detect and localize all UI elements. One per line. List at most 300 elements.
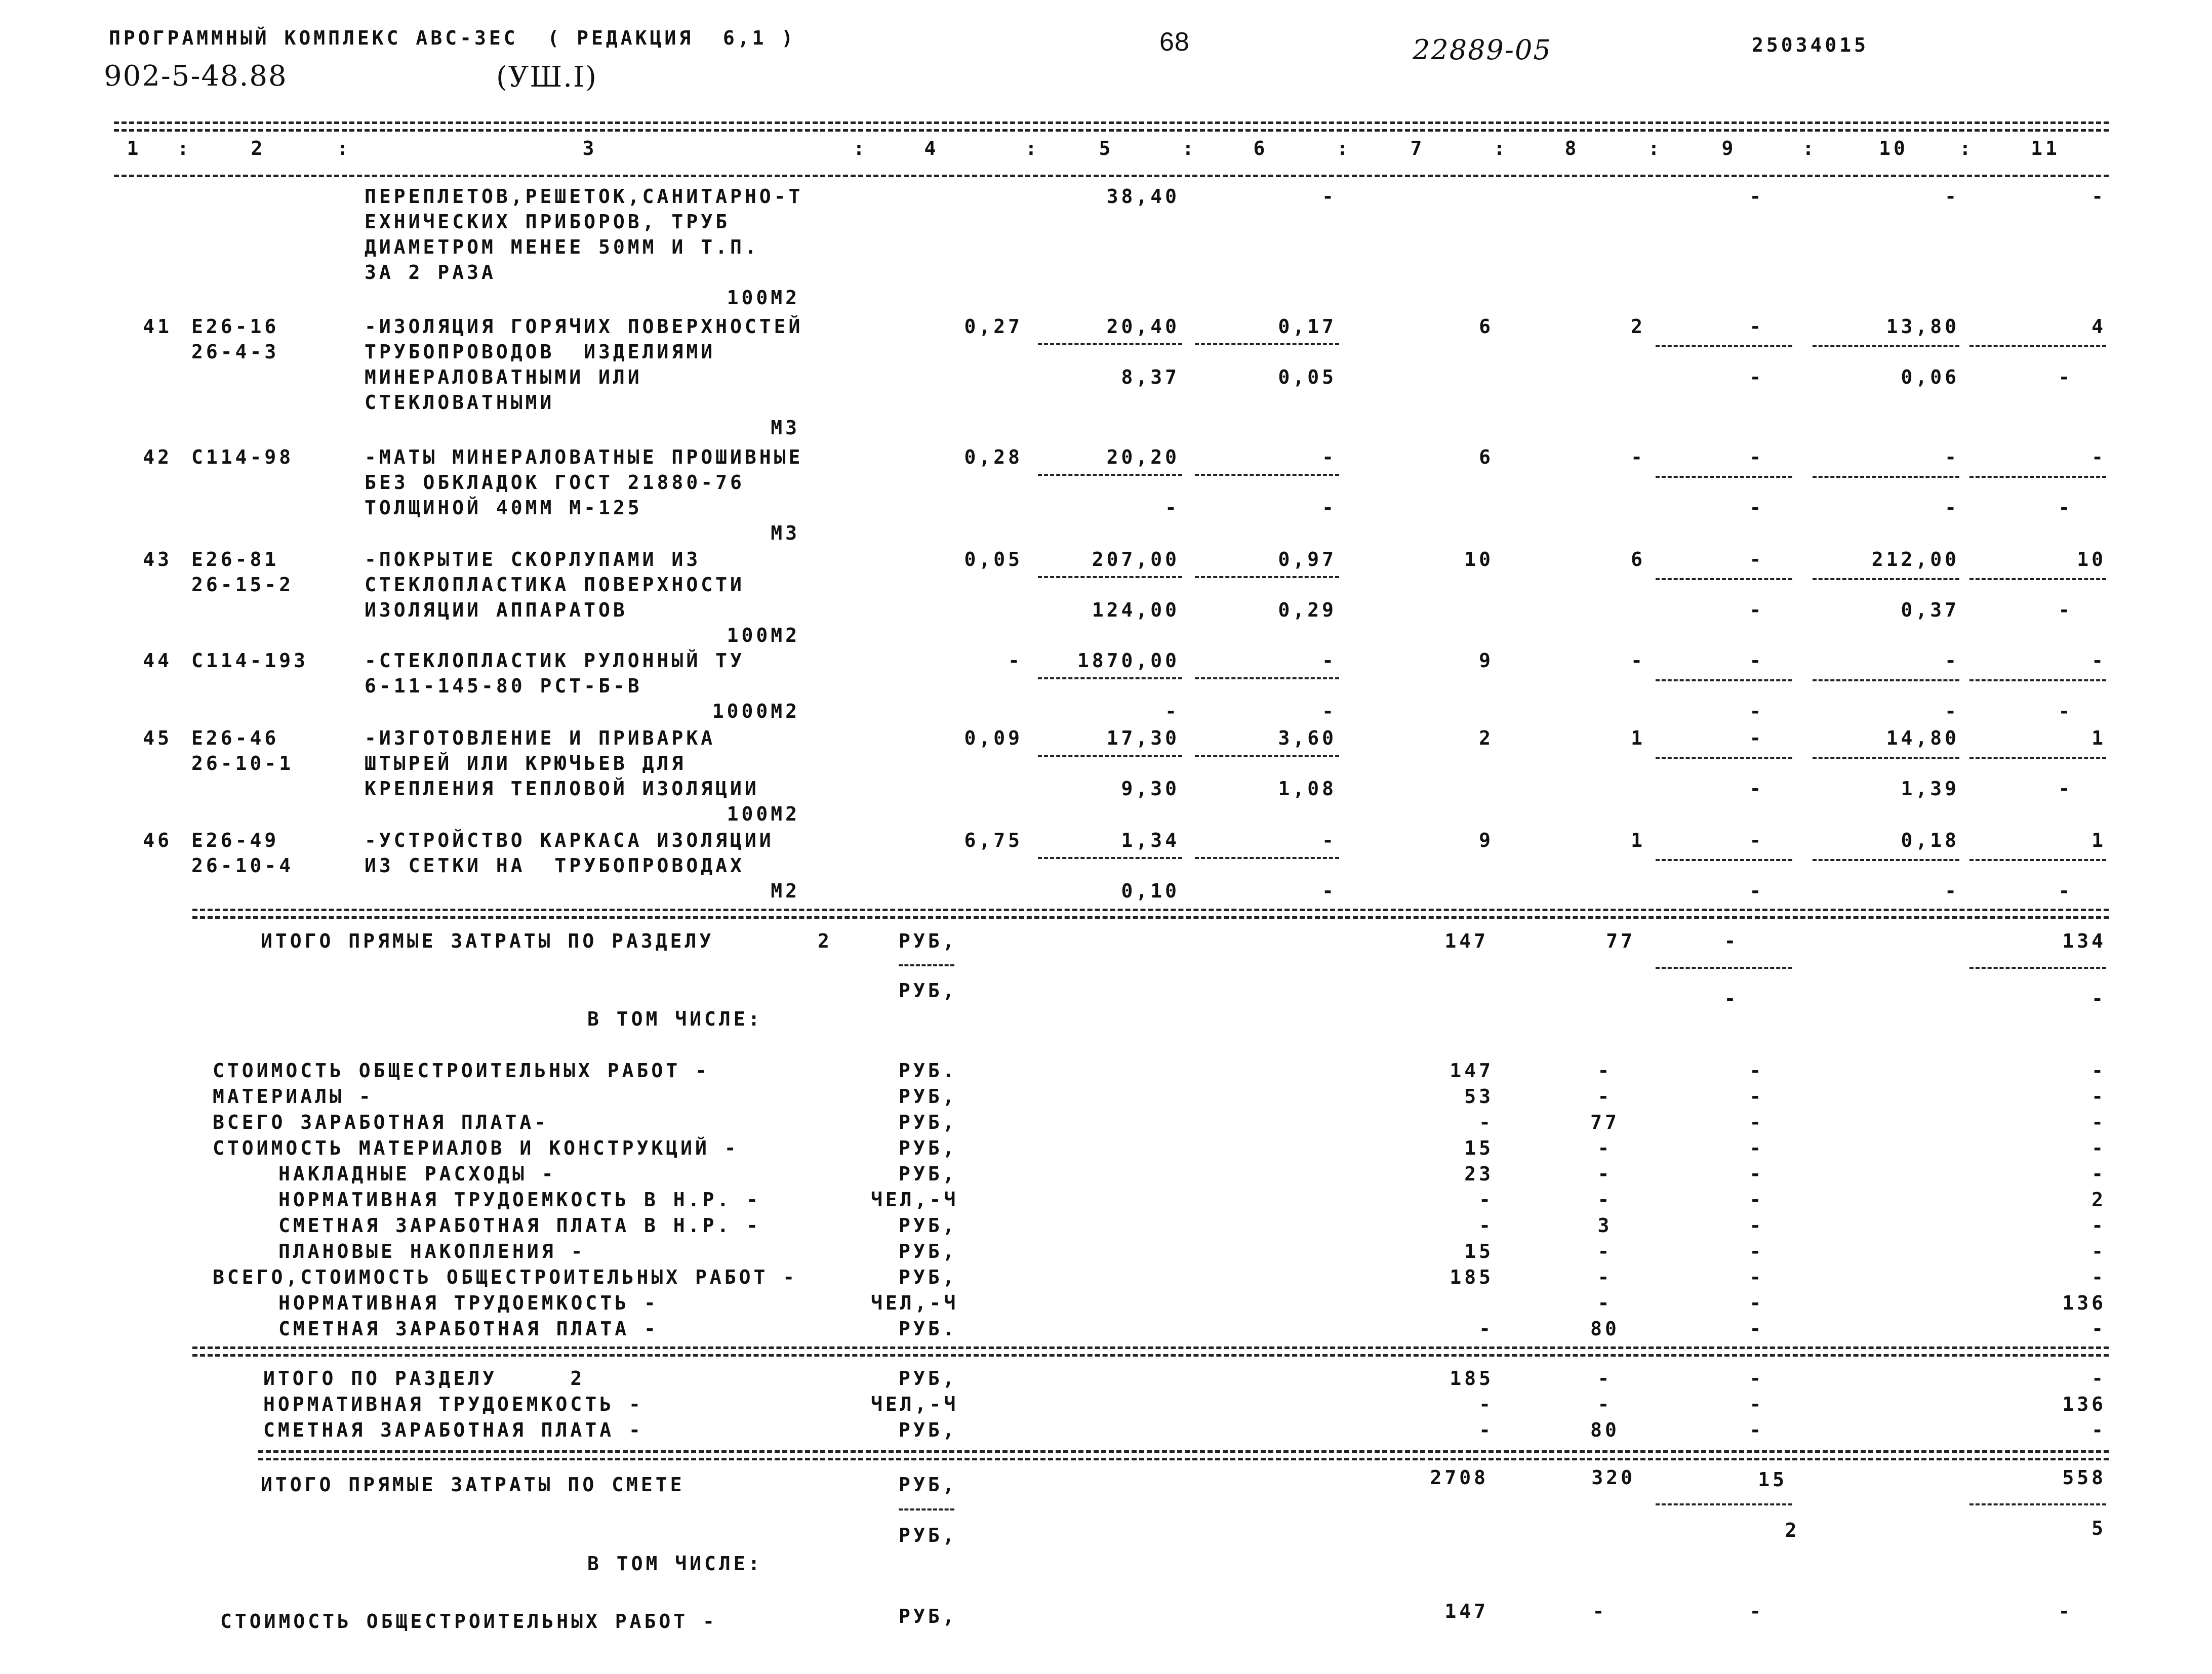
breakdown-c11: - <box>2092 1214 2106 1237</box>
summary-unit: ЧЕЛ,-Ч <box>871 1393 959 1415</box>
breakdown-c11: - <box>2092 1163 2106 1185</box>
row-unit-cost-b: - <box>1165 700 1180 722</box>
row-wage-cost-b: 0,29 <box>1278 599 1337 621</box>
row-c9: - <box>1749 727 1764 749</box>
header-rule-top2 <box>114 129 2109 132</box>
row-description-line: МИНЕРАЛОВАТНЫМИ ИЛИ <box>365 366 642 388</box>
breakdown-unit: РУБ, <box>899 1266 957 1288</box>
row-total-wage: - <box>1631 446 1645 468</box>
row-divider-dash <box>1195 474 1339 476</box>
col-11: 11 <box>2031 137 2060 159</box>
row-unit: М3 <box>771 522 800 544</box>
section-total-label: ИТОГО ПРЯМЫЕ ЗАТРАТЫ ПО РАЗДЕЛУ <box>261 930 714 952</box>
header-rule-top <box>114 121 2109 124</box>
row-code: Е26-81 <box>191 548 279 570</box>
row-quantity: - <box>1008 649 1023 672</box>
row-c11-b: - <box>2058 497 2073 519</box>
breakdown-c7: - <box>1479 1111 1494 1133</box>
col-5: 5 <box>1099 137 1114 159</box>
breakdown-c8: 77 <box>1590 1111 1620 1133</box>
breakdown-label: ВСЕГО ЗАРАБОТНАЯ ПЛАТА- <box>213 1111 549 1133</box>
row-unit-cost: 17,30 <box>1106 727 1180 749</box>
row-total-cost: 6 <box>1479 315 1494 338</box>
row-c11-b: - <box>2058 700 2073 722</box>
section-total-unit2: РУБ, <box>899 979 957 1002</box>
row-c9-b: - <box>1749 880 1764 902</box>
row-number: 42 <box>143 446 172 468</box>
row-total-wage: 1 <box>1631 727 1645 749</box>
row-c9-b: - <box>1749 599 1764 621</box>
row-number: 43 <box>143 548 172 570</box>
col-2: 2 <box>251 137 266 159</box>
section-total-c9b: - <box>1724 988 1739 1010</box>
breakdown-c7: 185 <box>1450 1266 1494 1288</box>
breakdown-c11: 136 <box>2062 1292 2106 1314</box>
row-total-cost: 9 <box>1479 829 1494 851</box>
row-wage-cost: 0,97 <box>1278 548 1337 570</box>
breakdown-c7: - <box>1479 1318 1494 1340</box>
row-total-cost: 6 <box>1479 446 1494 468</box>
breakdown-c8: - <box>1597 1085 1613 1108</box>
estimate-total-c7: 2708 <box>1430 1466 1489 1489</box>
estimate-total-unit: РУБ, <box>899 1474 957 1496</box>
row-c11-b: - <box>2058 880 2073 902</box>
section-rule2 <box>192 916 2109 919</box>
summary-c9: - <box>1749 1367 1764 1390</box>
section-total-c9: - <box>1724 930 1739 952</box>
row-c11: 10 <box>2077 548 2106 570</box>
row-code-secondary: 26-10-1 <box>191 752 294 774</box>
breakdown-c11: - <box>2092 1059 2106 1082</box>
row-total-cost: 10 <box>1464 548 1494 570</box>
breakdown-unit: РУБ. <box>899 1059 957 1082</box>
row-description-line: ДИАМЕТРОМ МЕНЕЕ 50ММ И Т.П. <box>365 236 759 258</box>
breakdown-c9: - <box>1749 1240 1764 1262</box>
row-divider-dash <box>1038 343 1182 345</box>
row-wage-cost-b: - <box>1322 880 1337 902</box>
unit-dash <box>899 1508 954 1510</box>
row-description-line: ИЗОЛЯЦИИ АППАРАТОВ <box>365 599 628 621</box>
row-code: Е26-49 <box>191 829 279 851</box>
breakdown-c11: - <box>2092 1318 2106 1340</box>
summary-rule2 <box>258 1458 2109 1460</box>
row-unit: 1000М2 <box>712 700 800 722</box>
col-sep: : <box>1648 137 1663 159</box>
row-c9-b: - <box>1749 778 1764 800</box>
row-c9: - <box>1749 548 1764 570</box>
row-c10: - <box>1945 446 1959 468</box>
row-wage-cost-b: - <box>1322 497 1337 519</box>
last-line-c7: 147 <box>1444 1600 1489 1622</box>
program-title: ПРОГРАММНЫЙ КОМПЛЕКС АВС-3ЕС ( РЕДАКЦИЯ 6,1 ) <box>109 27 796 49</box>
page-number: 68 <box>1159 27 1190 57</box>
breakdown-c8: - <box>1597 1189 1613 1211</box>
breakdown-c9: - <box>1749 1214 1764 1237</box>
col-sep: : <box>1337 137 1351 159</box>
estimate-total-unit2: РУБ, <box>899 1524 957 1546</box>
breakdown-c11: - <box>2092 1240 2106 1262</box>
row-number: 41 <box>143 315 172 338</box>
row-total-wage: - <box>1631 649 1645 672</box>
row-divider-dash <box>1969 578 2106 580</box>
col-sep: : <box>853 137 868 159</box>
row-c9-b: - <box>1749 700 1764 722</box>
breakdown-c8: - <box>1597 1059 1613 1082</box>
breakdown-label: СМЕТНАЯ ЗАРАБОТНАЯ ПЛАТА - <box>278 1318 659 1340</box>
row-divider-dash <box>1969 679 2106 681</box>
row-c11: - <box>2092 185 2106 208</box>
row-divider-dash <box>1656 859 1792 861</box>
row-description-line: -СТЕКЛОПЛАСТИК РУЛОННЫЙ ТУ <box>365 649 745 672</box>
breakdown-c8: 3 <box>1597 1214 1613 1237</box>
breakdown-c9: - <box>1749 1059 1764 1082</box>
row-description-line: -УСТРОЙСТВО КАРКАСА ИЗОЛЯЦИИ <box>365 829 774 851</box>
col-3: 3 <box>582 137 597 159</box>
row-c10-b: 1,39 <box>1901 778 1959 800</box>
breakdown-unit: РУБ, <box>899 1137 957 1159</box>
row-total-cost: 2 <box>1479 727 1494 749</box>
summary-label: НОРМАТИВНАЯ ТРУДОЕМКОСТЬ - <box>263 1393 644 1415</box>
row-description-line: 6-11-145-80 РСТ-Б-В <box>365 675 642 697</box>
summary-c8: - <box>1597 1393 1613 1415</box>
row-unit-cost: 20,40 <box>1106 315 1180 338</box>
row-quantity: 0,09 <box>964 727 1023 749</box>
breakdown-unit: РУБ, <box>899 1240 957 1262</box>
col-1: 1 <box>127 137 142 159</box>
col-9: 9 <box>1721 137 1737 159</box>
breakdown-c7: 147 <box>1450 1059 1494 1082</box>
row-code: Е26-16 <box>191 315 279 338</box>
section-total-number: 2 <box>818 930 832 952</box>
row-quantity: 6,75 <box>964 829 1023 851</box>
row-divider-dash <box>1969 859 2106 861</box>
summary-c11: - <box>2092 1419 2106 1441</box>
last-line-label: СТОИМОСТЬ ОБЩЕСТРОИТЕЛЬНЫХ РАБОТ - <box>220 1610 717 1632</box>
row-divider-dash <box>1656 757 1792 759</box>
breakdown-c8: - <box>1597 1163 1613 1185</box>
row-total-wage: 6 <box>1631 548 1645 570</box>
estimate-total-c11b: 5 <box>2092 1517 2106 1539</box>
row-divider-dash <box>1969 757 2106 759</box>
breakdown-c9: - <box>1749 1266 1764 1288</box>
breakdown-c7: 15 <box>1464 1137 1494 1159</box>
row-unit-cost: 1,34 <box>1121 829 1180 851</box>
row-description-line: -ПОКРЫТИЕ СКОРЛУПАМИ ИЗ <box>365 548 701 570</box>
breakdown-label: СТОИМОСТЬ МАТЕРИАЛОВ И КОНСТРУКЦИЙ - <box>213 1137 739 1159</box>
row-c10: - <box>1945 649 1959 672</box>
breakdown-c11: - <box>2092 1085 2106 1108</box>
summary-c11: - <box>2092 1367 2106 1390</box>
row-unit: 100М2 <box>727 803 800 825</box>
section-rule <box>192 909 2109 911</box>
breakdown-label: ПЛАНОВЫЕ НАКОПЛЕНИЯ - <box>278 1240 586 1262</box>
row-unit: 100М2 <box>727 624 800 646</box>
section-total-c11: 134 <box>2062 930 2106 952</box>
row-unit-cost: 20,20 <box>1106 446 1180 468</box>
c11-dash <box>1969 967 2106 969</box>
row-unit-cost-b: 9,30 <box>1121 778 1180 800</box>
col-10: 10 <box>1879 137 1908 159</box>
row-divider-dash <box>1813 578 1959 580</box>
row-divider-dash <box>1656 345 1792 347</box>
summary-c7: - <box>1479 1393 1494 1415</box>
row-divider-dash <box>1038 576 1182 578</box>
row-c10: 13,80 <box>1886 315 1959 338</box>
breakdown-label: НОРМАТИВНАЯ ТРУДОЕМКОСТЬ В Н.Р. - <box>278 1189 761 1211</box>
breakdown-label: МАТЕРИАЛЫ - <box>213 1085 374 1108</box>
row-unit-cost-b: 124,00 <box>1092 599 1180 621</box>
summary-c11: 136 <box>2062 1393 2106 1415</box>
row-wage-cost: - <box>1322 446 1337 468</box>
breakdown-rule <box>192 1346 2109 1349</box>
row-divider-dash <box>1195 857 1339 859</box>
breakdown-label: НАКЛАДНЫЕ РАСХОДЫ - <box>278 1163 556 1185</box>
including-heading: В ТОМ ЧИСЛЕ: <box>587 1008 763 1030</box>
row-description-line: ТРУБОПРОВОДОВ ИЗДЕЛИЯМИ <box>365 341 716 363</box>
breakdown-unit: РУБ, <box>899 1111 957 1133</box>
row-code: Е26-46 <box>191 727 279 749</box>
row-wage-cost: 0,17 <box>1278 315 1337 338</box>
breakdown-c9: - <box>1749 1292 1764 1314</box>
row-wage-cost: 3,60 <box>1278 727 1337 749</box>
breakdown-label: СТОИМОСТЬ ОБЩЕСТРОИТЕЛЬНЫХ РАБОТ - <box>213 1059 710 1082</box>
row-c9: - <box>1749 315 1764 338</box>
row-description-line: СТЕКЛОПЛАСТИКА ПОВЕРХНОСТИ <box>365 574 745 596</box>
row-description-line: ПЕРЕПЛЕТОВ,РЕШЕТОК,САНИТАРНО-Т <box>365 185 803 208</box>
row-divider-dash <box>1195 576 1339 578</box>
breakdown-c8: - <box>1597 1240 1613 1262</box>
row-divider-dash <box>1195 677 1339 679</box>
row-unit: 100М2 <box>727 287 800 309</box>
breakdown-c8: - <box>1597 1137 1613 1159</box>
row-description-line: ЕХНИЧЕСКИХ ПРИБОРОВ, ТРУБ <box>365 211 730 233</box>
breakdown-c9: - <box>1749 1189 1764 1211</box>
breakdown-c11: - <box>2092 1111 2106 1133</box>
breakdown-unit: ЧЕЛ,-Ч <box>871 1189 959 1211</box>
row-c9-b: - <box>1749 366 1764 388</box>
summary-c7: 185 <box>1450 1367 1494 1390</box>
row-c10: 212,00 <box>1871 548 1959 570</box>
row-divider-dash <box>1656 476 1792 478</box>
breakdown-c9: - <box>1749 1163 1764 1185</box>
row-divider-dash <box>1038 755 1182 757</box>
row-divider-dash <box>1813 859 1959 861</box>
breakdown-c7: - <box>1479 1189 1494 1211</box>
including-heading-2: В ТОМ ЧИСЛЕ: <box>587 1553 763 1575</box>
row-code-secondary: 26-4-3 <box>191 341 279 363</box>
breakdown-c11: - <box>2092 1137 2106 1159</box>
unit-dash <box>899 964 954 966</box>
row-c9: - <box>1749 446 1764 468</box>
row-divider-dash <box>1813 757 1959 759</box>
row-divider-dash <box>1656 679 1792 681</box>
row-c10-b: 0,06 <box>1901 366 1959 388</box>
summary-c9: - <box>1749 1393 1764 1415</box>
breakdown-c9: - <box>1749 1085 1764 1108</box>
breakdown-c7: 23 <box>1464 1163 1494 1185</box>
summary-c9: - <box>1749 1419 1764 1441</box>
row-total-wage: 2 <box>1631 315 1645 338</box>
col-sep: : <box>1182 137 1197 159</box>
row-number: 46 <box>143 829 172 851</box>
header-rule-bottom <box>114 175 2109 177</box>
row-number: 45 <box>143 727 172 749</box>
col-sep: : <box>1959 137 1974 159</box>
row-wage-cost: - <box>1322 829 1337 851</box>
row-divider-dash <box>1038 857 1182 859</box>
row-unit: М2 <box>771 880 800 902</box>
project-number: 902-5-48.88 <box>104 60 288 93</box>
breakdown-c11: 2 <box>2092 1189 2106 1211</box>
breakdown-c9: - <box>1749 1137 1764 1159</box>
breakdown-label: НОРМАТИВНАЯ ТРУДОЕМКОСТЬ - <box>278 1292 659 1314</box>
section-total-unit: РУБ, <box>899 930 957 952</box>
last-line-c11: - <box>2058 1600 2073 1622</box>
breakdown-c9: - <box>1749 1318 1764 1340</box>
summary-c7: - <box>1479 1419 1494 1441</box>
row-unit-cost: 38,40 <box>1106 185 1180 208</box>
row-c11: - <box>2092 446 2106 468</box>
estimate-total-label: ИТОГО ПРЯМЫЕ ЗАТРАТЫ ПО СМЕТЕ <box>261 1474 685 1496</box>
row-c9: - <box>1749 649 1764 672</box>
row-code: С114-98 <box>191 446 294 468</box>
breakdown-label: ВСЕГО,СТОИМОСТЬ ОБЩЕСТРОИТЕЛЬНЫХ РАБОТ - <box>213 1266 798 1288</box>
summary-rule <box>258 1450 2109 1453</box>
section-total-c11b: - <box>2092 988 2106 1010</box>
summary-c8: - <box>1597 1367 1613 1390</box>
row-description-line: СТЕКЛОВАТНЫМИ <box>365 391 555 414</box>
breakdown-c7: 53 <box>1464 1085 1494 1108</box>
row-c10-b: 0,37 <box>1901 599 1959 621</box>
row-c10-b: - <box>1945 700 1959 722</box>
row-unit-cost-b: - <box>1165 497 1180 519</box>
breakdown-c8: 80 <box>1590 1318 1620 1340</box>
id-code: 25034015 <box>1752 34 1869 56</box>
row-divider-dash <box>1813 345 1959 347</box>
col-7: 7 <box>1410 137 1425 159</box>
last-line-unit: РУБ, <box>899 1605 957 1627</box>
row-description-line: ИЗ СЕТКИ НА ТРУБОПРОВОДАХ <box>365 854 745 877</box>
row-c10: 14,80 <box>1886 727 1959 749</box>
row-unit-cost-b: 0,10 <box>1121 880 1180 902</box>
row-description-line: -ИЗГОТОВЛЕНИЕ И ПРИВАРКА <box>365 727 716 749</box>
album-number: (УШ.I) <box>496 61 597 94</box>
row-divider-dash <box>1813 476 1959 478</box>
c9-dash <box>1656 967 1792 969</box>
section-total-c7: 147 <box>1444 930 1489 952</box>
row-wage-cost: - <box>1322 649 1337 672</box>
row-c10-b: - <box>1945 497 1959 519</box>
breakdown-unit: РУБ, <box>899 1214 957 1237</box>
row-divider-dash <box>1195 343 1339 345</box>
row-code: С114-193 <box>191 649 309 672</box>
estimate-total-c9b: 2 <box>1785 1519 1800 1541</box>
col-8: 8 <box>1564 137 1580 159</box>
row-c9: - <box>1749 829 1764 851</box>
row-code-secondary: 26-10-4 <box>191 854 294 877</box>
estimate-total-c8: 320 <box>1591 1466 1635 1489</box>
estimate-total-c11: 558 <box>2062 1466 2106 1489</box>
breakdown-unit: РУБ. <box>899 1318 957 1340</box>
breakdown-rule2 <box>192 1354 2109 1357</box>
row-c10-b: - <box>1945 880 1959 902</box>
breakdown-c8: - <box>1597 1266 1613 1288</box>
col-sep: : <box>1025 137 1040 159</box>
row-divider-dash <box>1656 578 1792 580</box>
summary-unit: РУБ, <box>899 1419 957 1441</box>
row-total-cost: 9 <box>1479 649 1494 672</box>
row-c11-b: - <box>2058 599 2073 621</box>
row-wage-cost-b: 1,08 <box>1278 778 1337 800</box>
section-total-c8: 77 <box>1606 930 1635 952</box>
row-description-line: ШТЫРЕЙ ИЛИ КРЮЧЬЕВ ДЛЯ <box>365 752 687 774</box>
summary-label: ИТОГО ПО РАЗДЕЛУ 2 <box>263 1367 585 1390</box>
row-description-line: ТОЛЩИНОЙ 40ММ М-125 <box>365 497 642 519</box>
row-wage-cost: - <box>1322 185 1337 208</box>
row-unit-cost: 207,00 <box>1092 548 1180 570</box>
row-c11-b: - <box>2058 366 2073 388</box>
last-line-c8: - <box>1592 1600 1607 1622</box>
row-quantity: 0,05 <box>964 548 1023 570</box>
row-description-line: БЕЗ ОБКЛАДОК ГОСТ 21880-76 <box>365 471 745 494</box>
breakdown-unit: ЧЕЛ,-Ч <box>871 1292 959 1314</box>
col-sep: : <box>1494 137 1508 159</box>
last-line-c9: - <box>1749 1600 1764 1622</box>
row-divider-dash <box>1038 474 1182 476</box>
estimate-total-c9: 15 <box>1758 1468 1787 1491</box>
row-description-line: -МАТЫ МИНЕРАЛОВАТНЫЕ ПРОШИВНЫЕ <box>365 446 803 468</box>
row-c9: - <box>1749 185 1764 208</box>
row-c11: - <box>2092 649 2106 672</box>
breakdown-c11: - <box>2092 1266 2106 1288</box>
breakdown-unit: РУБ, <box>899 1163 957 1185</box>
breakdown-unit: РУБ, <box>899 1085 957 1108</box>
row-unit: М3 <box>771 417 800 439</box>
col-sep: : <box>337 137 351 159</box>
row-c10: - <box>1945 185 1959 208</box>
row-c10: 0,18 <box>1901 829 1959 851</box>
row-divider-dash <box>1969 476 2106 478</box>
breakdown-label: СМЕТНАЯ ЗАРАБОТНАЯ ПЛАТА В Н.Р. - <box>278 1214 761 1237</box>
col-sep: : <box>1802 137 1817 159</box>
summary-unit: РУБ, <box>899 1367 957 1390</box>
col-sep: : <box>177 137 192 159</box>
row-divider-dash <box>1969 345 2106 347</box>
row-divider-dash <box>1813 679 1959 681</box>
row-code-secondary: 26-15-2 <box>191 574 294 596</box>
row-number: 44 <box>143 649 172 672</box>
row-unit-cost: 1870,00 <box>1077 649 1180 672</box>
breakdown-c7: 15 <box>1464 1240 1494 1262</box>
row-divider-dash <box>1038 677 1182 679</box>
summary-c8: 80 <box>1590 1419 1620 1441</box>
col-6: 6 <box>1253 137 1268 159</box>
row-c11-b: - <box>2058 778 2073 800</box>
row-wage-cost-b: - <box>1322 700 1337 722</box>
c9-dash <box>1656 1503 1792 1505</box>
row-description-line: ЗА 2 РАЗА <box>365 261 496 283</box>
row-total-wage: 1 <box>1631 829 1645 851</box>
c11-dash <box>1969 1503 2106 1505</box>
row-c11: 4 <box>2092 315 2106 338</box>
row-description-line: КРЕПЛЕНИЯ ТЕПЛОВОЙ ИЗОЛЯЦИИ <box>365 778 759 800</box>
row-quantity: 0,28 <box>964 446 1023 468</box>
row-wage-cost-b: 0,05 <box>1278 366 1337 388</box>
document-code: 22889-05 <box>1413 34 1552 66</box>
summary-label: СМЕТНАЯ ЗАРАБОТНАЯ ПЛАТА - <box>263 1419 644 1441</box>
breakdown-c9: - <box>1749 1111 1764 1133</box>
row-c11: 1 <box>2092 829 2106 851</box>
